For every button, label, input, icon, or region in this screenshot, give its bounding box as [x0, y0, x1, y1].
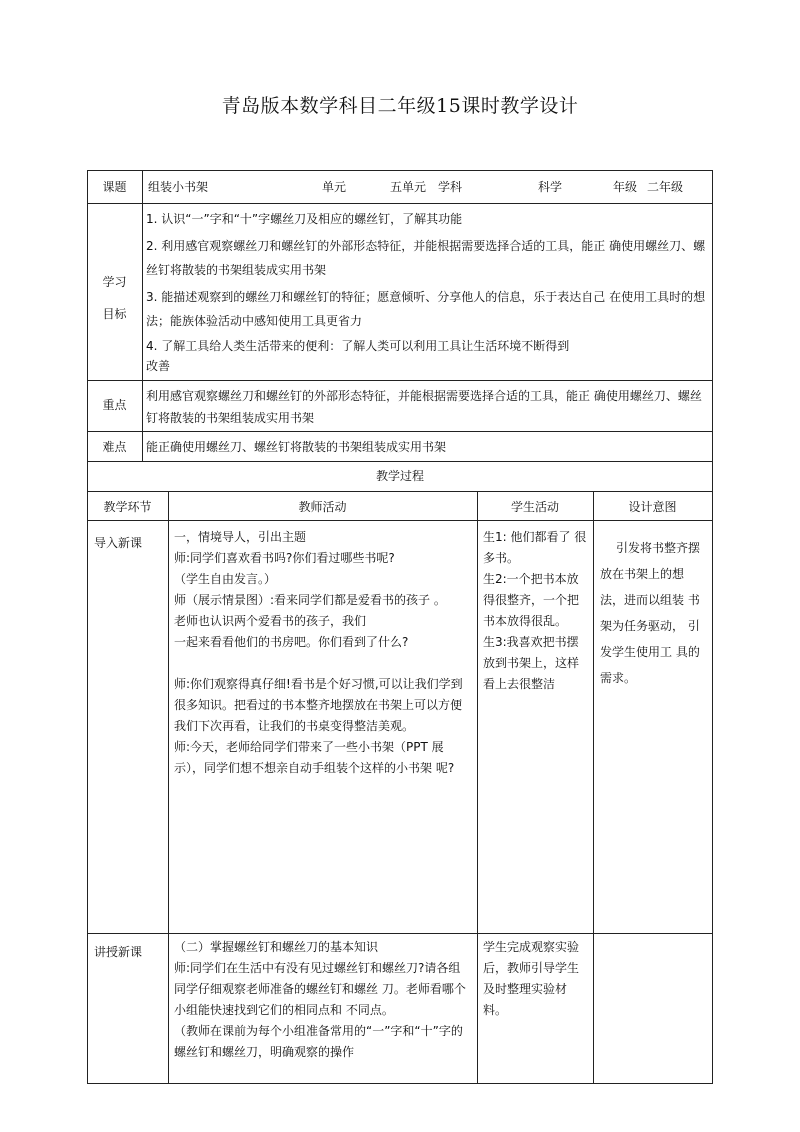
teacher-line: （二）掌握螺丝钉和螺丝刀的基本知识	[174, 940, 379, 954]
subject-value: 科学	[538, 180, 563, 194]
goals-content	[146, 207, 706, 376]
student-activity	[483, 527, 589, 695]
teacher-line: 一起来看看他们的书房吧。你们看到了什么?	[174, 635, 409, 649]
column-header: 教师活动	[298, 500, 347, 514]
column-header: 设计意图	[628, 500, 677, 514]
student-line: 学生完成观察实验后，教师引导学生及时整理实验材料。	[483, 940, 580, 1017]
goal-item: 4. 了解工具给人类生活带来的便利：了解人类可以利用工具让生活环境不断得到	[146, 339, 570, 353]
stage-label: 导入新课	[94, 536, 143, 550]
teacher-line: 师:同学们在生活中有没有见过螺丝钉和螺丝刀?请各组同学仔细观察老师准备的螺丝钉和螺丝 刀。老师看哪个小组能快速找到它们的相同点和 不同点。	[174, 961, 466, 1017]
teacher-line: （学生自由发言。）	[174, 572, 277, 586]
teacher-line: 老师也认识两个爱看书的孩子，我们	[174, 614, 367, 628]
document-title: 青岛版本数学科目二年级15课时教学设计	[221, 95, 579, 117]
design-intent: 引发将书整齐摆放在书架上的想法，进而以组装 书架为任务驱动， 引发学生使用工 具的需求。	[600, 541, 701, 685]
process-heading: 教学过程	[375, 469, 424, 483]
teacher-activity	[174, 937, 472, 1063]
grade-label: 年级	[613, 180, 638, 194]
teacher-activity	[174, 527, 472, 779]
key-point-label: 重点	[102, 398, 127, 412]
course-value: 组装小书架	[148, 180, 209, 194]
goals-label-line1: 学习	[102, 275, 127, 289]
column-header: 学生活动	[510, 500, 559, 514]
teacher-line: 一，情境导人，引出主题	[174, 530, 307, 544]
goal-item: 3. 能描述观察到的螺丝刀和螺丝钉的特征；愿意倾听、分享他人的信息，乐于表达自己 在使用工具时的想法；能族体验活动中感知使用工具更省力	[146, 290, 706, 328]
student-activity	[483, 937, 589, 1021]
student-line: 生3:我喜欢把书摆放到书架上，这样看上去很整洁	[483, 635, 580, 691]
teacher-line: 师:今天，老师给同学们带来了一些小书架（PPT 展 示），同学们想不想亲自动手组装个这样的小书架 呢?	[174, 740, 455, 775]
goals-label	[87, 266, 142, 330]
key-point-text: 利用感官观察螺丝刀和螺丝钉的外部形态特征，并能根据需要选择合适的工具，能正 确使用螺丝刀、螺丝钉将散装的书架组装成实用书架	[146, 389, 702, 425]
teacher-line: （教师在课前为每个小组准备常用的“一”字和“十”字的螺丝钉和螺丝刀，明确观察的操作	[174, 1024, 463, 1059]
unit-value: 五单元	[390, 180, 427, 194]
teacher-line: 师:你们观察得真仔细!看书是个好习惯,可以让我们学到很多知识。把看过的书本整齐地摆放在书架上可以方便我们下次再看，让我们的书桌变得整洁美观。	[174, 677, 463, 733]
stage-label: 讲授新课	[94, 945, 143, 959]
column-header: 教学环节	[103, 500, 152, 514]
teacher-line	[174, 653, 472, 674]
course-label: 课题	[102, 180, 127, 194]
goal-item: 2. 利用感官观察螺丝刀和螺丝钉的外部形态特征，并能根据需要选择合适的工具，能正 确使用螺丝刀、螺丝钉将散装的书架组装成实用书架	[146, 239, 706, 277]
student-line: 生1: 他们都看了 很多书。	[483, 530, 587, 565]
difficulty-text: 能正确使用螺丝刀、螺丝钉将散装的书架组装成实用书架	[146, 440, 447, 454]
unit-label: 单元	[322, 180, 347, 194]
goals-label-line2: 目标	[102, 307, 127, 321]
goal-item: 改善	[146, 359, 171, 373]
teacher-line: 师:同学们喜欢看书吗?你们看过哪些书呢?	[174, 551, 395, 565]
teacher-line: 师（展示情景图）:看来同学们都是爱看书的孩子 。	[174, 593, 446, 607]
difficulty-label: 难点	[102, 440, 127, 454]
student-line: 生2:一个把书本放得很整齐，一个把书本放得很乱。	[483, 572, 580, 628]
goal-item: 1. 认识“一”字和“十”字螺丝刀及相应的螺丝钉，了解其功能	[146, 212, 463, 226]
subject-label: 学科	[438, 180, 463, 194]
grade-value: 二年级	[647, 180, 684, 194]
